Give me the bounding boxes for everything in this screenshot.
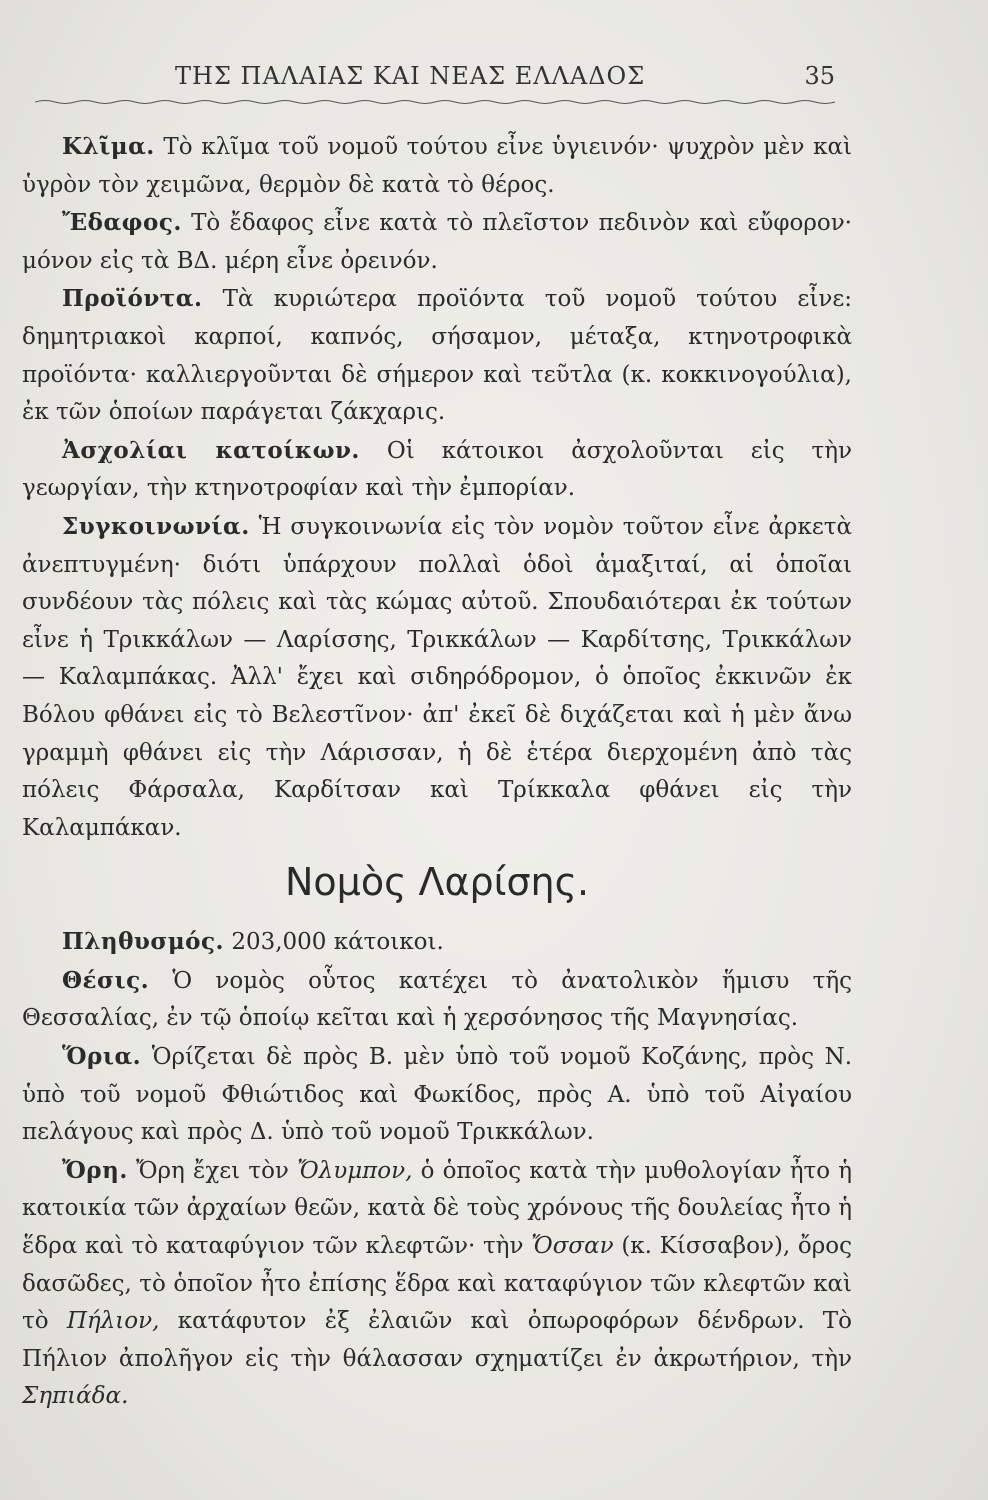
text-ori-3: (κ. Κίσσαβον), ὄρος δασῶδες, τὸ ὁποῖον ἦτο ἐπίσης ἕδρα καὶ καταφύγιον τῶν κλεφτῶν καὶ τὸ	[22, 1233, 853, 1335]
text-asxolia: Οἱ κάτοικοι ἀσχολοῦνται εἰς τὴν γεωργίαν, τὴν κτηνοτροφίαν καὶ τὴν ἐμπορίαν.	[22, 437, 853, 502]
keyword-asxolia: Ἀσχολίαι κατοίκων.	[62, 436, 360, 464]
keyword-proionta: Προϊόντα.	[62, 285, 203, 313]
text-ori-1: Ὄρη ἔχει τὸν	[135, 1157, 289, 1184]
text-klima: Τὸ κλῖμα τοῦ νομοῦ τούτου εἶνε ὑγιεινόν· ψυχρὸν μὲν καὶ ὑγρὸν τὸν χειμῶνα, θερμὸν δὲ κατὰ τὸ θέρος.	[22, 134, 853, 198]
keyword-sygkoinonia: Συγκοινωνία.	[62, 512, 250, 540]
text-ori-4: κατάφυτον ἐξ ἐλαιῶν καὶ ὀπωροφόρων δένδρων. Τὸ Πήλιον ἀπολῆγον εἰς τὴν θάλασσαν σχηματίζει ἐν ἀκρωτήριον, τὴν	[22, 1308, 852, 1372]
term-olympos: Ὄλυμπον,	[297, 1157, 413, 1184]
page-number: 35	[804, 62, 835, 90]
keyword-edafos: Ἔδαφος.	[62, 209, 182, 237]
text-edafos: Τὸ ἔδαφος εἶνε κατὰ τὸ πλεῖστον πεδινὸν καὶ εὔφορον· μόνον εἰς τὰ ΒΔ. μέρη εἶνε ὀρεινόν.	[22, 210, 852, 274]
paragraph-klima	[22, 128, 852, 204]
text-ori-2: ὁ ὁποῖος κατὰ τὴν μυθολογίαν ἦτο ἡ κατοικία τῶν ἀρχαίων θεῶν, κατὰ δὲ τοὺς χρόνους τῆς δουλείας ἦτο ἡ ἕδρα καὶ τὸ καταφύγιον τῶν κλεφτῶν· τὴν	[22, 1157, 852, 1260]
paragraph-oria	[22, 1038, 852, 1152]
keyword-thesis: Θέσις.	[62, 966, 150, 994]
paragraph-proionta	[22, 280, 852, 431]
text-oria: Ὁρίζεται δὲ πρὸς Β. μὲν ὑπὸ τοῦ νομοῦ Κοζάνης, πρὸς Ν. ὑπὸ τοῦ νομοῦ Φθιώτιδος καὶ Φωκίδος, πρὸς Α. ὑπὸ τοῦ Αἰγαίου πελάγους καὶ πρὸς Δ. ὑπὸ τοῦ νομοῦ Τρικκάλων.	[22, 1044, 853, 1146]
term-ossa: Ὄσσαν	[531, 1233, 614, 1260]
keyword-ori: Ὄρη.	[62, 1156, 128, 1184]
text-thesis: Ὁ νομὸς οὗτος κατέχει τὸ ἀνατολικὸν ἥμισυ τῆς Θεσσαλίας, ἐν τῷ ὁποίῳ κεῖται καὶ ἡ χερσόνησος τῆς Μαγνησίας.	[22, 967, 852, 1032]
body-text	[22, 128, 852, 1416]
text-plithysmos: 203,000 κάτοικοι.	[231, 929, 444, 956]
running-title: ΤΗΣ ΠΑΛΑΙΑΣ ΚΑΙ ΝΕΑΣ ΕΛΛΑΔΟΣ	[175, 62, 646, 90]
term-pilion: Πήλιον,	[66, 1308, 160, 1335]
section-title: Νομὸς Λαρίσης.	[284, 860, 590, 905]
paragraph-asxolia	[22, 432, 852, 508]
keyword-klima: Κλῖμα.	[62, 133, 155, 160]
header-rule	[35, 98, 835, 106]
text-proionta: Τὰ κυριώτερα προϊόντα τοῦ νομοῦ τούτου εἶνε: δημητριακοὶ καρποί, καπνός, σήσαμον, μέταξα, κτηνοτροφικὰ προϊόντα· καλλιεργοῦνται δὲ σήμερον καὶ τεῦτλα (κ. κοκκινογούλια), ἐκ τῶν ὁποίων παράγεται ζάκχαρις.	[22, 286, 852, 426]
paragraph-sygkoinonia	[22, 508, 852, 847]
paragraph-plithysmos	[22, 923, 852, 962]
term-sipiada: Σηπιάδα.	[22, 1383, 129, 1410]
page-header	[175, 62, 835, 102]
text-sygkoinonia: Ἡ συγκοινωνία εἰς τὸν νομὸν τοῦτον εἶνε ἀρκετὰ ἀνεπτυγμένη· διότι ὑπάρχουν πολλαὶ ὁδοὶ ἁμαξιταί, αἱ ὁποῖαι συνδέουν τὰς πόλεις καὶ τὰς κώμας αὐτοῦ. Σπουδαιότεραι ἐκ τούτων εἶνε ἡ Τρικκάλων — Λαρίσσης, Τρικκάλων — Καρδίτσης, Τρικκάλων — Καλαμπάκας. Ἀλλ' ἔχει καὶ σιδηρόδρομον, ὁ ὁποῖος ἐκκινῶν ἐκ Βόλου φθάνει εἰς τὸ Βελεστῖνον· ἀπ' ἐκεῖ δὲ διχάζεται καὶ ἡ μὲν ἄνω γραμμὴ φθάνει εἰς τὴν Λάρισσαν, ἡ δὲ ἑτέρα διερχομένη ἀπὸ τὰς πόλεις Φάρσαλα, Καρδίτσαν καὶ Τρίκκαλα φθάνει εἰς τὴν Καλαμπάκαν.	[22, 513, 852, 841]
paragraph-thesis	[22, 962, 852, 1038]
paragraph-ori	[22, 1152, 852, 1416]
paragraph-edafos	[22, 204, 852, 280]
keyword-oria: Ὅρια.	[62, 1043, 142, 1071]
keyword-plithysmos: Πληθυσμός.	[62, 928, 225, 956]
